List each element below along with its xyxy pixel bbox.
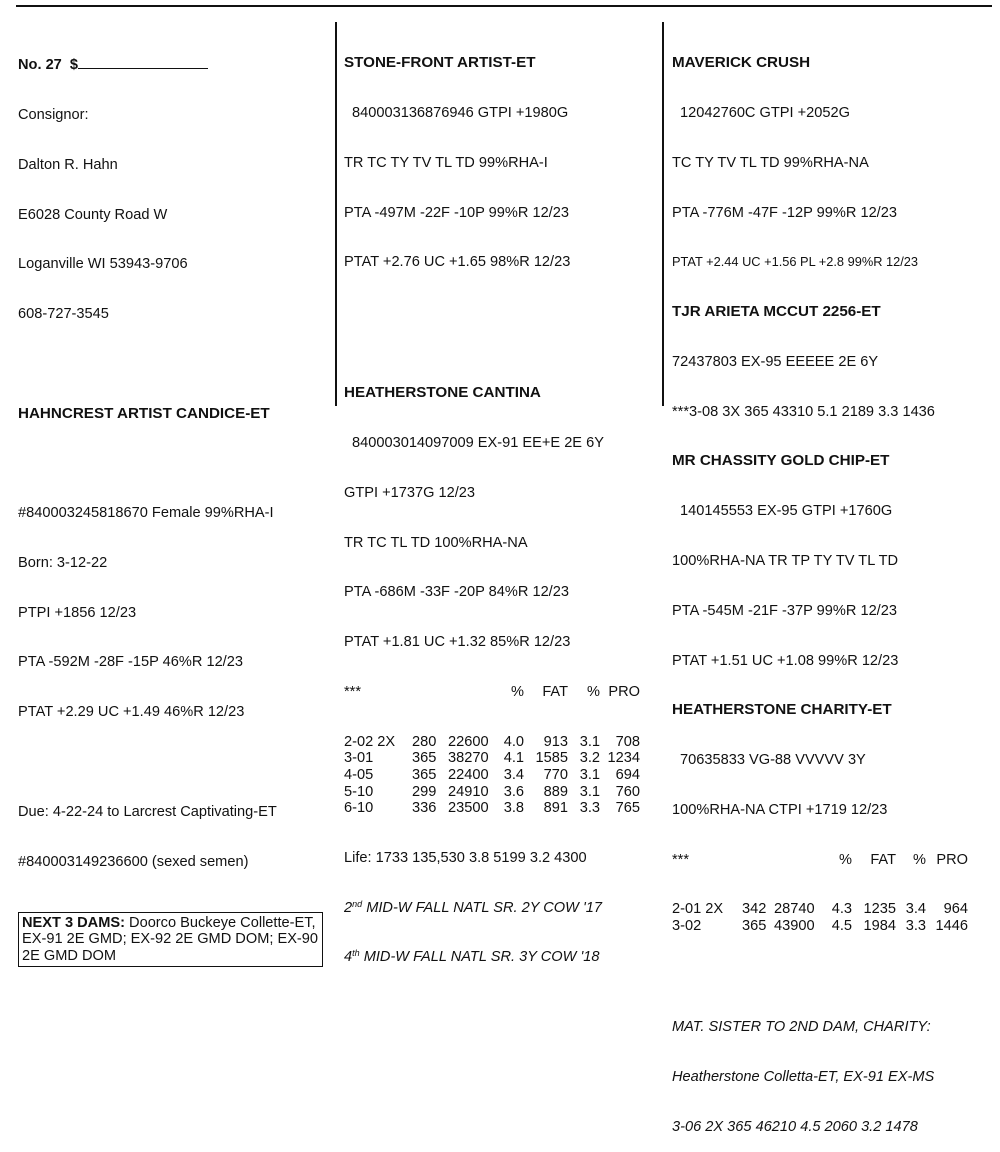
- mggs-name: MR CHASSITY GOLD CHIP-ET: [672, 452, 890, 470]
- record-cell: 2-01 2X: [672, 901, 724, 918]
- dam-name: HEATHERSTONE CANTINA: [344, 384, 541, 402]
- spacer: [344, 304, 656, 352]
- dam-line-1: 840003014097009 EX-91 EE+E 2E 6Y: [352, 435, 604, 452]
- header-cell: %: [511, 683, 524, 700]
- record-cell: 3.2: [579, 750, 600, 767]
- record-cell: 23500: [448, 800, 489, 817]
- dam-line-5: PTAT +1.81 UC +1.32 85%R 12/23: [344, 634, 571, 651]
- header-cell: PRO: [608, 683, 640, 700]
- record-row: [672, 918, 994, 935]
- record-cell: 365: [412, 766, 437, 783]
- due-semen: #840003149236600 (sexed semen): [18, 853, 249, 870]
- animal-ptpi: PTPI +1856 12/23: [18, 604, 137, 621]
- mat-sister-note-2: Heatherstone Colletta-ET, EX-91 EX-MS: [672, 1068, 935, 1085]
- record-cell: 2-02 2X: [344, 733, 396, 750]
- mgs-line-1: 12042760C GTPI +2052G: [680, 104, 850, 121]
- award-place: 4: [344, 949, 353, 966]
- header-cell: FAT: [870, 851, 896, 868]
- record-row: [344, 750, 656, 767]
- record-row: [344, 800, 656, 817]
- granddam-line-2: ***3-08 3X 365 43310 5.1 2189 3.3 1436: [672, 403, 935, 420]
- mgs-name: MAVERICK CRUSH: [672, 54, 811, 72]
- sire-line-2: TR TC TY TV TL TD 99%RHA-I: [344, 154, 548, 171]
- record-cell: 1585: [535, 750, 568, 767]
- column-divider-2: [662, 22, 664, 406]
- animal-pta: PTA -592M -28F -15P 46%R 12/23: [18, 654, 243, 671]
- spacer: [18, 754, 330, 771]
- record-cell: 4-05: [344, 766, 374, 783]
- mggs-line-1: 140145553 EX-95 GTPI +1760G: [680, 503, 893, 520]
- record-cell: 3.8: [503, 800, 524, 817]
- great-granddam-name: HEATHERSTONE CHARITY-ET: [672, 701, 892, 719]
- record-cell: 889: [543, 783, 568, 800]
- record-cell: 336: [412, 800, 437, 817]
- record-cell: 22600: [448, 733, 489, 750]
- header-cell: FAT: [542, 683, 568, 700]
- record-cell: 365: [412, 750, 437, 767]
- dam-line-3: TR TC TL TD 100%RHA-NA: [344, 534, 528, 551]
- record-cell: 3.1: [579, 766, 600, 783]
- record-cell: 760: [615, 783, 640, 800]
- next-dams-text: Doorco Buckeye Collette-ET, EX-91 2E GMD; EX-92 2E GMD DOM; EX-90 2E GMD DOM: [22, 915, 319, 964]
- record-cell: 3.1: [579, 783, 600, 800]
- header-cell: [448, 684, 496, 701]
- record-cell: 708: [615, 733, 640, 750]
- animal-born: Born: 3-12-22: [18, 554, 108, 571]
- mat-sister-note-1: MAT. SISTER TO 2ND DAM, CHARITY:: [672, 1019, 931, 1036]
- sire-name: STONE-FRONT ARTIST-ET: [344, 54, 536, 72]
- record-cell: 22400: [448, 766, 489, 783]
- mgs-line-4: PTAT +2.44 UC +1.56 PL +2.8 99%R 12/23: [672, 254, 919, 270]
- mat-sister-note-3: 3-06 2X 365 46210 4.5 2060 3.2 1478: [672, 1118, 918, 1135]
- record-cell: 1984: [863, 918, 896, 935]
- record-cell: 4.1: [503, 750, 524, 767]
- mgs-line-3: PTA -776M -47F -12P 99%R 12/23: [672, 204, 897, 221]
- mggs-line-2: 100%RHA-NA TR TP TY TV TL TD: [672, 553, 899, 569]
- record-cell: 4.5: [831, 918, 852, 935]
- due-date: Due: 4-22-24 to Larcrest Captivating-ET: [18, 803, 277, 820]
- record-cell: 43900: [774, 918, 815, 935]
- header-cell: %: [913, 851, 926, 868]
- record-cell: 28740: [774, 901, 815, 918]
- spacer: [18, 456, 330, 472]
- record-cell: 6-10: [344, 800, 374, 817]
- record-cell: 38270: [448, 750, 489, 767]
- next-dams-box: [18, 912, 323, 967]
- header-cell: PRO: [936, 851, 968, 868]
- lot-number: No. 27 $: [18, 57, 79, 74]
- consignor-name: Dalton R. Hahn: [18, 156, 118, 173]
- consignor-address-1: E6028 County Road W: [18, 206, 168, 223]
- record-cell: 1234: [607, 750, 640, 767]
- record-cell: 3.3: [579, 800, 600, 817]
- record-cell: 1446: [935, 918, 968, 935]
- animal-id: #840003245818670 Female 99%RHA-I: [18, 505, 274, 522]
- record-cell: 5-10: [344, 783, 374, 800]
- record-cell: 3.4: [503, 766, 524, 783]
- record-row: [344, 784, 656, 801]
- record-cell: 694: [615, 766, 640, 783]
- header-cell: %: [839, 851, 852, 868]
- sire-line-1: 840003136876946 GTPI +1980G: [352, 104, 569, 121]
- granddam-name: TJR ARIETA MCCUT 2256-ET: [672, 303, 881, 321]
- record-cell: 1235: [863, 901, 896, 918]
- award-text: MID-W FALL NATL SR. 3Y COW '18: [359, 949, 600, 966]
- consignor-label: Consignor:: [18, 106, 89, 123]
- record-cell: 3.4: [905, 901, 926, 918]
- mggs-line-4: PTAT +1.51 UC +1.08 99%R 12/23: [672, 652, 899, 669]
- sire-dam-column: [344, 22, 656, 983]
- pedigree-column: [672, 22, 994, 1152]
- record-cell: 3.6: [503, 783, 524, 800]
- dam-records-header: [344, 684, 656, 701]
- sire-line-3: PTA -497M -22F -10P 99%R 12/23: [344, 204, 569, 221]
- lot-info-column: [18, 22, 330, 983]
- granddam-line-1: 72437803 EX-95 EEEEE 2E 6Y: [672, 353, 879, 370]
- record-cell: 964: [943, 901, 968, 918]
- header-cell: %: [587, 683, 600, 700]
- record-cell: 770: [543, 766, 568, 783]
- record-cell: 3-02: [672, 918, 702, 935]
- record-cell: 3-01: [344, 750, 374, 767]
- record-cell: 280: [412, 733, 437, 750]
- lot-number-line: [18, 55, 330, 74]
- record-row: [672, 901, 994, 918]
- dam-award-2: [344, 949, 656, 966]
- record-cell: 891: [543, 800, 568, 817]
- record-cell: 765: [615, 800, 640, 817]
- header-cell: ***: [672, 851, 690, 868]
- record-cell: 3.1: [579, 733, 600, 750]
- award-suffix: nd: [352, 898, 363, 909]
- mgs-line-2: TC TY TV TL TD 99%RHA-NA: [672, 154, 869, 171]
- dam-lifetime: Life: 1733 135,530 3.8 5199 3.2 4300: [344, 849, 587, 866]
- record-cell: 4.0: [503, 733, 524, 750]
- consignor-phone: 608-727-3545: [18, 306, 109, 323]
- record-cell: 24910: [448, 783, 489, 800]
- animal-ptat: PTAT +2.29 UC +1.49 46%R 12/23: [18, 704, 245, 721]
- next-dams-label: NEXT 3 DAMS:: [22, 915, 125, 932]
- great-granddam-line-2: 100%RHA-NA CTPI +1719 12/23: [672, 801, 888, 818]
- dam-line-2: GTPI +1737G 12/23: [344, 484, 476, 501]
- record-cell: 4.3: [831, 901, 852, 918]
- top-rule: [16, 5, 992, 7]
- record-cell: 3.3: [905, 918, 926, 935]
- record-cell: 342: [742, 901, 767, 918]
- dam-records-table: [344, 734, 656, 817]
- dam-award-1: [344, 900, 656, 917]
- record-row: [344, 734, 656, 751]
- consignor-address-2: Loganville WI 53943-9706: [18, 256, 188, 273]
- spacer: [18, 356, 330, 373]
- header-cell: [774, 852, 822, 869]
- animal-name: HAHNCREST ARTIST CANDICE-ET: [18, 405, 270, 423]
- award-text: MID-W FALL NATL SR. 2Y COW '17: [362, 899, 602, 916]
- column-divider-1: [335, 22, 337, 406]
- mggs-line-3: PTA -545M -21F -37P 99%R 12/23: [672, 602, 897, 619]
- record-cell: 299: [412, 783, 437, 800]
- ggdam-records-header: [672, 852, 994, 869]
- award-suffix: th: [352, 948, 360, 959]
- price-blank: [78, 55, 208, 69]
- header-cell: [412, 684, 448, 701]
- record-cell: 365: [742, 918, 767, 935]
- dam-line-4: PTA -686M -33F -20P 84%R 12/23: [344, 584, 569, 601]
- record-cell: 913: [543, 733, 568, 750]
- spacer: [672, 968, 994, 986]
- header-cell: [742, 852, 774, 869]
- great-granddam-line-1: 70635833 VG-88 VVVVV 3Y: [680, 752, 866, 769]
- header-cell: ***: [344, 683, 362, 700]
- sire-line-4: PTAT +2.76 UC +1.65 98%R 12/23: [344, 254, 571, 271]
- record-row: [344, 767, 656, 784]
- ggdam-records-table: [672, 901, 994, 934]
- award-place: 2: [344, 899, 353, 916]
